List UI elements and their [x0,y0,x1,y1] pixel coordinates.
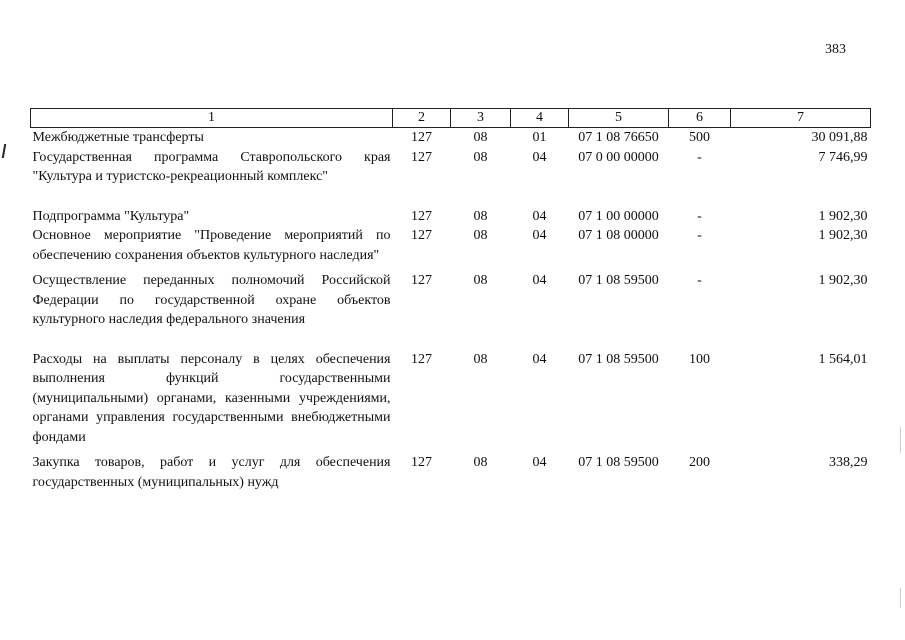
row-amount: 1 902,30 [818,208,868,224]
row-amount: 1 902,30 [818,228,868,243]
row-subsection-code: 04 [532,351,547,367]
table-row [31,207,871,227]
row-target-code: 07 0 00 00000 [578,149,659,165]
row-section-code: 08 [473,455,488,470]
row-expense-type: - [697,149,702,165]
row-expense-type: - [697,208,702,224]
row-ministry-code: 127 [411,149,432,165]
row-name: Основное мероприятие "Проведение мероприятий по обеспечению сохранения объектов культурного наследия" [32,228,391,263]
row-section-code: 08 [473,351,488,367]
row-target-code: 07 1 08 59500 [578,351,659,367]
row-amount: 30 091,88 [811,130,868,145]
row-name: Подпрограмма "Культура" [32,208,190,224]
scan-artifact [900,588,901,608]
table-body [31,128,871,493]
margin-mark [2,144,6,158]
table-header [31,109,871,128]
table-row [31,148,871,207]
row-target-code: 07 1 08 59500 [578,455,659,470]
row-ministry-code: 127 [411,130,432,145]
row-amount: 1 902,30 [818,273,868,288]
row-amount: 338,29 [829,455,868,470]
row-section-code: 08 [473,273,488,288]
row-subsection-code: 01 [532,130,547,145]
row-section-code: 08 [473,130,488,145]
row-amount: 1 564,01 [818,351,868,367]
row-subsection-code: 04 [532,149,547,165]
row-ministry-code: 127 [411,228,432,243]
row-target-code: 07 1 00 00000 [578,208,659,224]
row-name: Расходы на выплаты персоналу в целях обеспечения выполнения функций государственными (муниципальными) органами, казенными учреждениями, органами управления государственными внебюджетными фондами [32,351,391,445]
row-ministry-code: 127 [411,455,432,470]
table-row [31,453,871,492]
column-header: 3 [451,109,511,128]
row-section-code: 08 [473,208,488,224]
row-target-code: 07 1 08 76650 [578,130,659,145]
scan-artifact [900,427,901,453]
column-header: 1 [31,109,393,128]
row-name: Межбюджетные трансферты [32,130,204,145]
row-subsection-code: 04 [532,228,547,243]
row-section-code: 08 [473,228,488,243]
column-header: 2 [393,109,451,128]
row-expense-type: - [697,273,702,288]
header-row [31,109,871,128]
row-subsection-code: 04 [532,273,547,288]
row-ministry-code: 127 [411,351,432,367]
row-subsection-code: 04 [532,455,547,470]
row-name: Осуществление переданных полномочий Российской Федерации по государственной охране объектов культурного наследия федерального значения [32,273,391,327]
table-row [31,226,871,271]
page-number: 383 [825,42,846,57]
row-subsection-code: 04 [532,208,547,224]
row-ministry-code: 127 [411,208,432,224]
column-header: 5 [569,109,669,128]
row-expense-type: 200 [689,455,710,470]
row-target-code: 07 1 08 00000 [578,228,659,243]
row-amount: 7 746,99 [818,149,868,165]
column-header: 6 [669,109,731,128]
column-header: 7 [731,109,871,128]
row-expense-type: - [697,228,702,243]
row-name: Закупка товаров, работ и услуг для обеспечения государственных (муниципальных) нужд [32,455,391,490]
row-ministry-code: 127 [411,273,432,288]
row-name: Государственная программа Ставропольского края "Культура и туристско-рекреационный комплекс" [32,149,391,184]
table-row [31,350,871,454]
budget-table [30,108,871,492]
column-header: 4 [511,109,569,128]
table-row [31,128,871,148]
row-expense-type: 100 [689,351,710,367]
row-section-code: 08 [473,149,488,165]
row-target-code: 07 1 08 59500 [578,273,659,288]
table-row [31,271,871,350]
row-expense-type: 500 [689,130,710,145]
